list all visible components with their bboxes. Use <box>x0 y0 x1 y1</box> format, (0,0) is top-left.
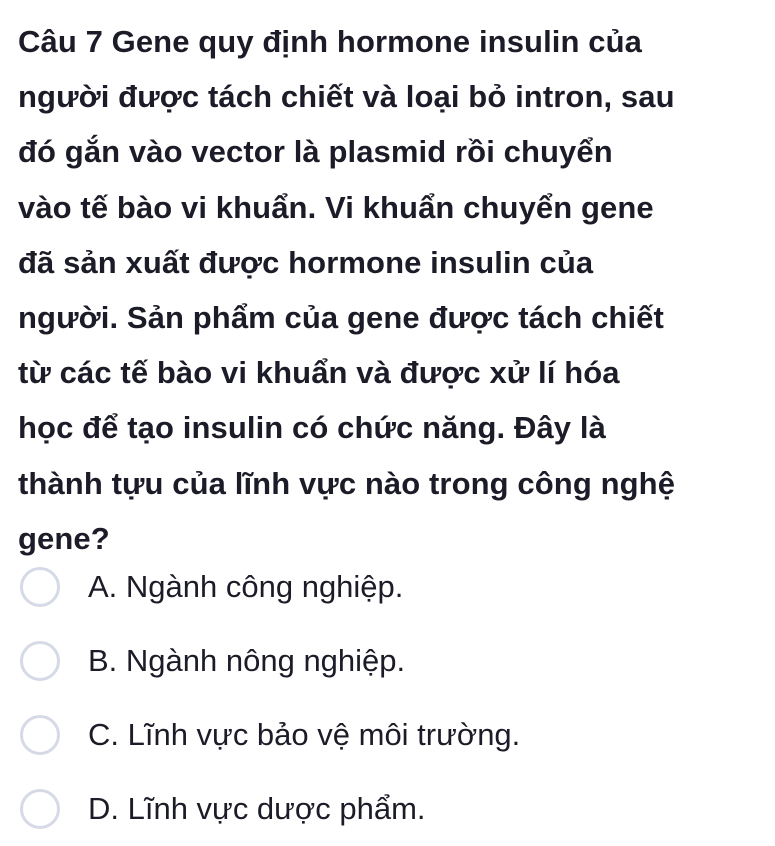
option-a[interactable] <box>20 550 760 624</box>
question-line: đã sản xuất được hormone insulin của <box>18 244 594 280</box>
radio-button-d[interactable] <box>20 789 60 829</box>
question-line: thành tựu của lĩnh vực nào trong công nghệ <box>18 465 676 501</box>
radio-button-c[interactable] <box>20 715 60 755</box>
question-line: gene? <box>18 520 110 556</box>
question-line: đó gắn vào vector là plasmid rồi chuyển <box>18 134 613 170</box>
answer-options <box>20 550 760 846</box>
option-c[interactable] <box>20 698 760 772</box>
question-line: học để tạo insulin có chức năng. Đây là <box>18 410 606 446</box>
option-b[interactable] <box>20 624 760 698</box>
question-line: người được tách chiết và loại bỏ intron, sau <box>18 79 675 115</box>
question-text <box>18 14 763 566</box>
radio-button-b[interactable] <box>20 641 60 681</box>
radio-button-a[interactable] <box>20 567 60 607</box>
question-line: Câu 7 Gene quy định hormone insulin của <box>18 24 642 59</box>
option-d[interactable] <box>20 772 760 846</box>
option-a-label: A. Ngành công nghiệp. <box>88 569 404 604</box>
option-b-label: B. Ngành nông nghiệp. <box>88 643 406 678</box>
question-line: người. Sản phẩm của gene được tách chiết <box>18 299 664 335</box>
question-line: vào tế bào vi khuẩn. Vi khuẩn chuyển gene <box>18 189 654 225</box>
option-c-label: C. Lĩnh vực bảo vệ môi trường. <box>88 717 521 752</box>
question-line: từ các tế bào vi khuẩn và được xử lí hóa <box>18 355 620 391</box>
option-d-label: D. Lĩnh vực dược phẩm. <box>88 791 426 826</box>
